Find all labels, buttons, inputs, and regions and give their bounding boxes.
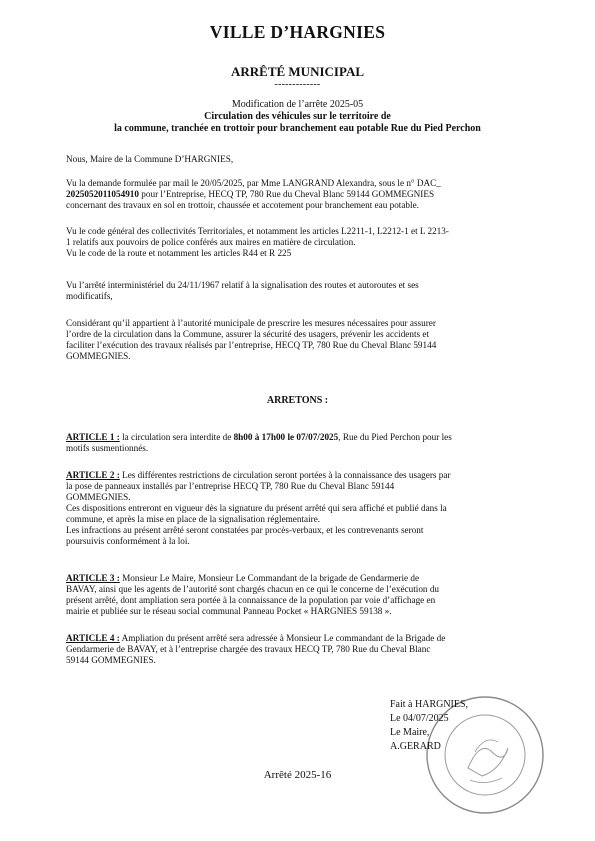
article-4-line-2: Gendarmerie de BAVAY, et à l’entreprise chargée des travaux HECQ TP, 780 Rue du Cheval Blanc (66, 644, 431, 654)
article-1-line-2: motifs susmentionnés. (66, 443, 149, 453)
footer-reference: Arrêté 2025-16 (263, 769, 332, 781)
vu-demande-line-2 (66, 189, 536, 200)
article-4 (66, 633, 536, 666)
vu-arrete-paragraph (66, 280, 536, 302)
article-4-label: ARTICLE 4 : (66, 633, 120, 643)
article-1 (66, 432, 536, 454)
article-2-line-6: Les infractions au présent arrêté seront constatées par procès-verbaux, et les contrevenants seront (66, 525, 424, 535)
object-line-2: la commune, tranchée en trottoir pour branchement eau potable Rue du Pied Perchon (114, 123, 481, 134)
signature-date: Le 04/07/2025 (390, 713, 449, 724)
article-1-text-post: , Rue du Pied Perchon pour les (338, 432, 452, 442)
article-3-line-2: BAVAY, ainsi que les agents de l’autorité sont chargés chacun en ce qui le concerne de l’exécution du (66, 584, 440, 594)
vu-arrete-line-2: modificatifs, (66, 291, 113, 301)
article-2-line-2: la pose de panneaux installés par l’entreprise HECQ TP, 780 Rue du Cheval Blanc 59144 (66, 481, 395, 491)
vu-code-line-1: Vu le code général des collectivités Territoriales, et notamment les articles L2211-1, L2212-1 et L 2213- (66, 226, 449, 236)
article-2-text: Les différentes restrictions de circulation seront portées à la connaissance des usagers par (119, 470, 451, 480)
signature-role: Le Maire, (390, 727, 430, 738)
article-4-text: Ampliation du présent arrêté sera adressée à Monsieur Le commandant de la Brigade de (119, 633, 446, 643)
demande-reference: 2025052011054910 (66, 189, 139, 199)
signature-name: A.GERARD (390, 741, 441, 752)
article-3-text: Monsieur Le Maire, Monsieur Le Commandant de la brigade de Gendarmerie de (119, 573, 420, 583)
arretons-heading: ARRETONS : (266, 395, 329, 406)
signature-block (390, 698, 468, 754)
considerant-line-4: GOMMEGNIES. (66, 351, 131, 361)
article-2-line-5: commune, et après la mise en place de la signalisation réglementaire. (66, 514, 321, 524)
vu-demande-paragraph (66, 178, 536, 211)
city-title: VILLE D’HARGNIES (209, 22, 386, 42)
article-1-text-pre: la circulation sera interdite de (119, 432, 234, 442)
article-3-line-1 (66, 573, 536, 584)
object-line-1: Circulation des véhicules sur le territoire de (204, 111, 391, 122)
article-1-line-1 (66, 432, 536, 443)
signature-place: Fait à HARGNIES, (390, 699, 469, 710)
article-4-line-3: 59144 GOMMEGNIES. (66, 655, 156, 665)
article-3-line-4: mairie et publiée sur le réseau social communal Panneau Pocket « HARGNIES 59138 ». (66, 606, 392, 616)
considerant-paragraph (66, 318, 536, 362)
article-2-line-7: poursuivis conformément à la loi. (66, 536, 190, 546)
intro-paragraph (66, 154, 536, 165)
article-2-line-4: Ces dispositions entreront en vigueur dès la signature du présent arrêté qui sera affiché et publié dans la (66, 503, 447, 513)
vu-code-paragraph (66, 226, 536, 259)
article-3-label: ARTICLE 3 : (66, 573, 120, 583)
article-4-line-1 (66, 633, 536, 644)
intro-text: Nous, Maire de la Commune D’HARGNIES, (66, 154, 234, 164)
document-title: ARRÊTÉ MUNICIPAL (230, 64, 364, 79)
modification-note: Modification de l’arrête 2025-05 (231, 99, 364, 110)
title-separator: ------------- (274, 79, 321, 90)
article-2 (66, 470, 536, 547)
considerant-line-2: l’ordre de la circulation dans la Commune, assurer la sécurité des usagers, prévenir les accidents et (66, 329, 430, 339)
vu-code-line-3: Vu le code de la route et notamment les articles R44 et R 225 (66, 248, 292, 258)
considerant-line-1: Considérant qu’il appartient à l’autorité municipale de prescrire les mesures nécessaires pour assurer (66, 318, 436, 328)
article-2-line-3: GOMMEGNIES. (66, 492, 131, 502)
article-2-label: ARTICLE 2 : (66, 470, 120, 480)
article-1-label: ARTICLE 1 : (66, 432, 120, 442)
vu-arrete-line-1: Vu l’arrêté interministériel du 24/11/1967 relatif à la signalisation des routes et autoroutes et ses (66, 280, 419, 290)
article-2-line-1 (66, 470, 536, 481)
vu-demande-line-3: concernant des travaux en sol en trottoir, chaussée et accotement pour branchement eau potable. (66, 200, 419, 210)
article-3 (66, 573, 536, 617)
considerant-line-3: faciliter l’exécution des travaux réalisés par l’entreprise, HECQ TP, 780 Rue du Cheval Blanc 59144 (66, 340, 437, 350)
article-1-time: 8h00 à 17h00 le 07/07/2025 (233, 432, 339, 442)
vu-demande-line-2-rest: pour l’Entreprise, HECQ TP, 780 Rue du Cheval Blanc 59144 GOMMEGNIES (139, 189, 435, 199)
vu-demande-line-1: Vu la demande formulée par mail le 20/05/2025, par Mme LANGRAND Alexandra, sous le n° DAC_ (66, 178, 441, 188)
vu-code-line-2: 1 relatifs aux pouvoirs de police conférés aux maires en matière de circulation. (66, 237, 356, 247)
article-3-line-3: présent arrêté, dont ampliation sera portée à la connaissance de la population par voie d’affichage en (66, 595, 436, 605)
